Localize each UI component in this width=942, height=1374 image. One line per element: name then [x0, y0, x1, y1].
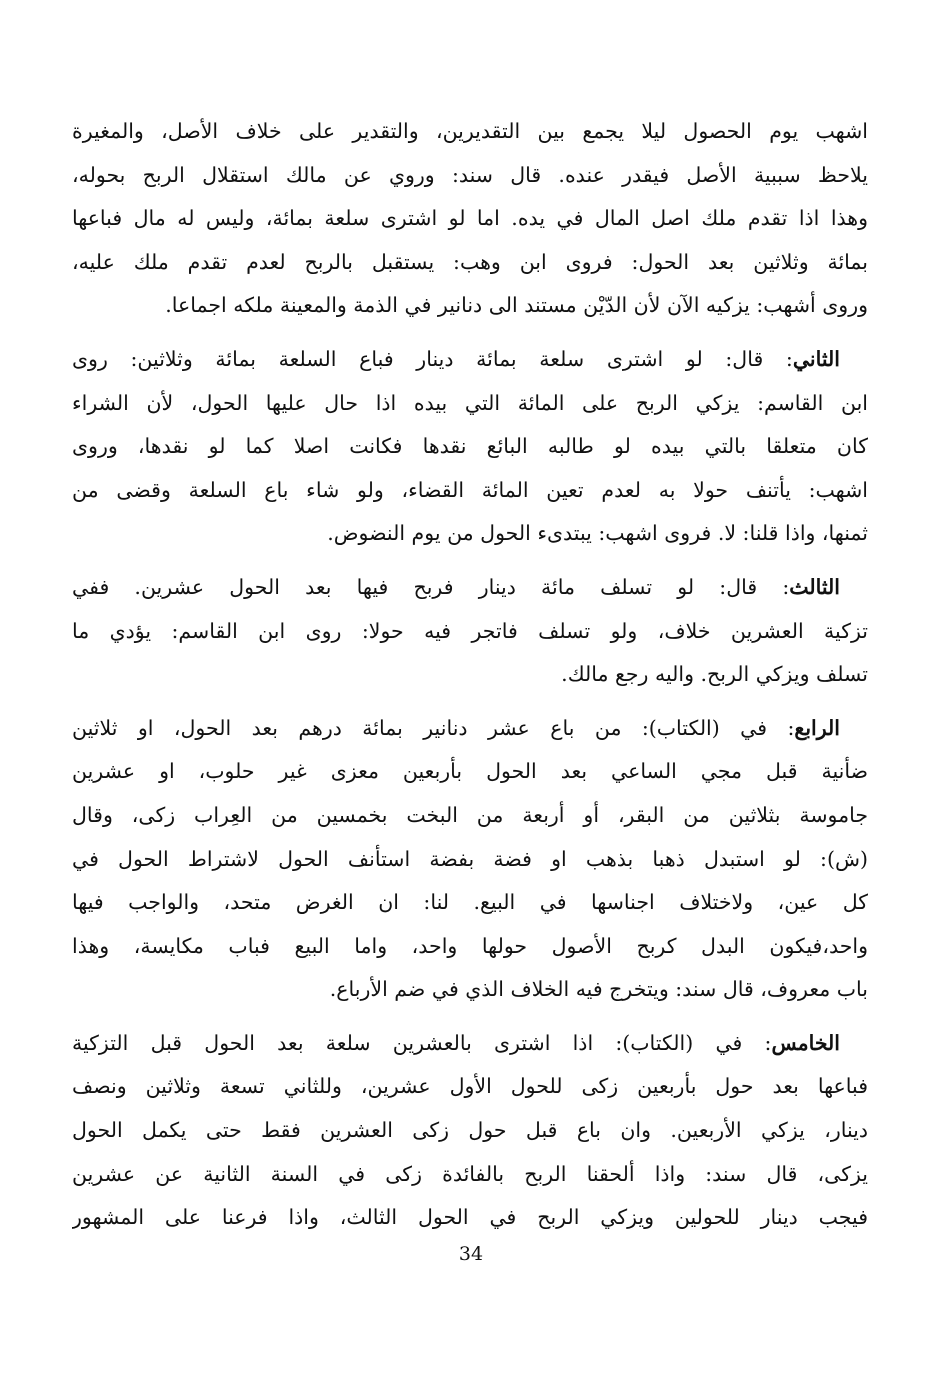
- text-line: باب معروف، قال سند: ويتخرج فيه الخلاف الذي في ضم الأرباع.: [329, 977, 868, 1002]
- text-line: [72, 338, 868, 382]
- text-line: فيجب دينار للحولين ويزكي الربح في الحول الثالث، واذا فرعنا على المشهور: [72, 1205, 868, 1230]
- text-line: يلاحظ سببية الأصل فيقدر عنده. قال سند: وروي عن مالك استقلال الربح بحوله،: [72, 162, 868, 187]
- section-label: الثالث: [789, 574, 840, 599]
- section-label: الرابع: [794, 715, 840, 740]
- text-line: وهذا اذا تقدم ملك اصل المال في يده. اما لو اشترى سلعة بمائة، وليس له مال فباعها: [72, 206, 868, 231]
- paragraph-fourth: [72, 707, 868, 1012]
- text-line: ضأنية قبل مجي الساعي بعد الحول بأربعين معزى غير حلوب، او عشرين: [72, 759, 868, 784]
- body-text: [72, 110, 868, 1250]
- text-line: كان متعلقا بالتي بيده لو طالبه البائع نقدها فكانت اصلا كما لو نقدها، وروى: [72, 434, 868, 459]
- paragraph-second: [72, 338, 868, 556]
- text-line: بمائة وثلاثين بعد الحول: فروى ابن وهب: يستقبل بالربح لعدم تقدم ملك عليه،: [72, 249, 868, 274]
- text-line: دينار، يزكي الأربعين. وان باع قبل حول زكى العشرين فقط حتى يكمل الحول: [72, 1118, 868, 1143]
- text-run: : في (الكتاب): اذا اشترى بالعشرين سلعة بعد الحول قبل التزكية: [72, 1030, 772, 1055]
- text-line: [72, 566, 868, 610]
- page-number: 34: [458, 1243, 484, 1265]
- text-line: اشهب يوم الحصول ليلا يجمع بين التقديرين، والتقدير على خلاف الأصل، والمغيرة: [72, 119, 868, 143]
- text-line: ابن القاسم: يزكي الربح على المائة التي بيده اذا حال عليها الحول، لأن الشراء: [72, 390, 868, 415]
- text-line: [72, 707, 868, 751]
- text-line: جاموسة بثلاثين من البقر، أو أربعة من البخت بخمسين من العِراب زكى، وقال: [72, 802, 868, 827]
- text-line: ثمنها، واذا قلنا: لا. فروى اشهب: يبتدىء الحول من يوم النضوض.: [327, 521, 868, 546]
- paragraph-continuation: [72, 110, 868, 328]
- text-line: [72, 1022, 868, 1066]
- text-line: اشهب: يأتنف حولا به لعدم تعين المائة القضاء، ولو شاء باع السلعة وقضى من: [72, 477, 868, 502]
- text-line: وروى أشهب: يزكيه الآن لأن الدّيْن مستند الى دنانير في الذمة والمعينة ملكه اجماعا.: [165, 293, 868, 318]
- text-line: فباعها بعد حول بأربعين زكى للحول الأول عشرين، وللثاني تسعة وثلاثين ونصف: [72, 1074, 868, 1099]
- text-line: واحد،فيكون البدل كربح الأصول حولها واحد، واما البيع فباب مكايسة، وهذا: [72, 933, 868, 958]
- section-label: الخامس: [771, 1030, 840, 1055]
- text-line: كل عين، ولاختلاف اجناسها في البيع. لنا: ان الغرض متحد، والواجب فيها: [72, 890, 868, 915]
- paragraph-third: [72, 566, 868, 697]
- text-run: : قال: لو اشترى سلعة بمائة دينار فباع السلعة بمائة وثلاثين: روى: [72, 346, 793, 371]
- text-line: تزكية العشرين خلاف، ولو تسلف فاتجر فيه حولا: روى ابن القاسم: يؤدي ما: [72, 618, 868, 643]
- text-line: تسلف ويزكي الربح. واليه رجع مالك.: [561, 662, 868, 687]
- section-label: الثاني: [792, 346, 840, 371]
- text-run: : قال: لو تسلف مائة دينار فربح فيها بعد الحول عشرين. ففي: [72, 574, 790, 599]
- text-line: يزكى، قال سند: واذا ألحقنا الربح بالفائدة زكى في السنة الثانية عن عشرين: [72, 1161, 868, 1186]
- text-line: (ش): لو استبدل ذهبا بذهب او فضة بفضة استأنف الحول لاشتراط الحول في: [72, 846, 868, 871]
- text-run: : في (الكتاب): من باع عشر دنانير بمائة درهم بعد الحول، او ثلاثين: [72, 715, 795, 740]
- paragraph-fifth: [72, 1022, 868, 1240]
